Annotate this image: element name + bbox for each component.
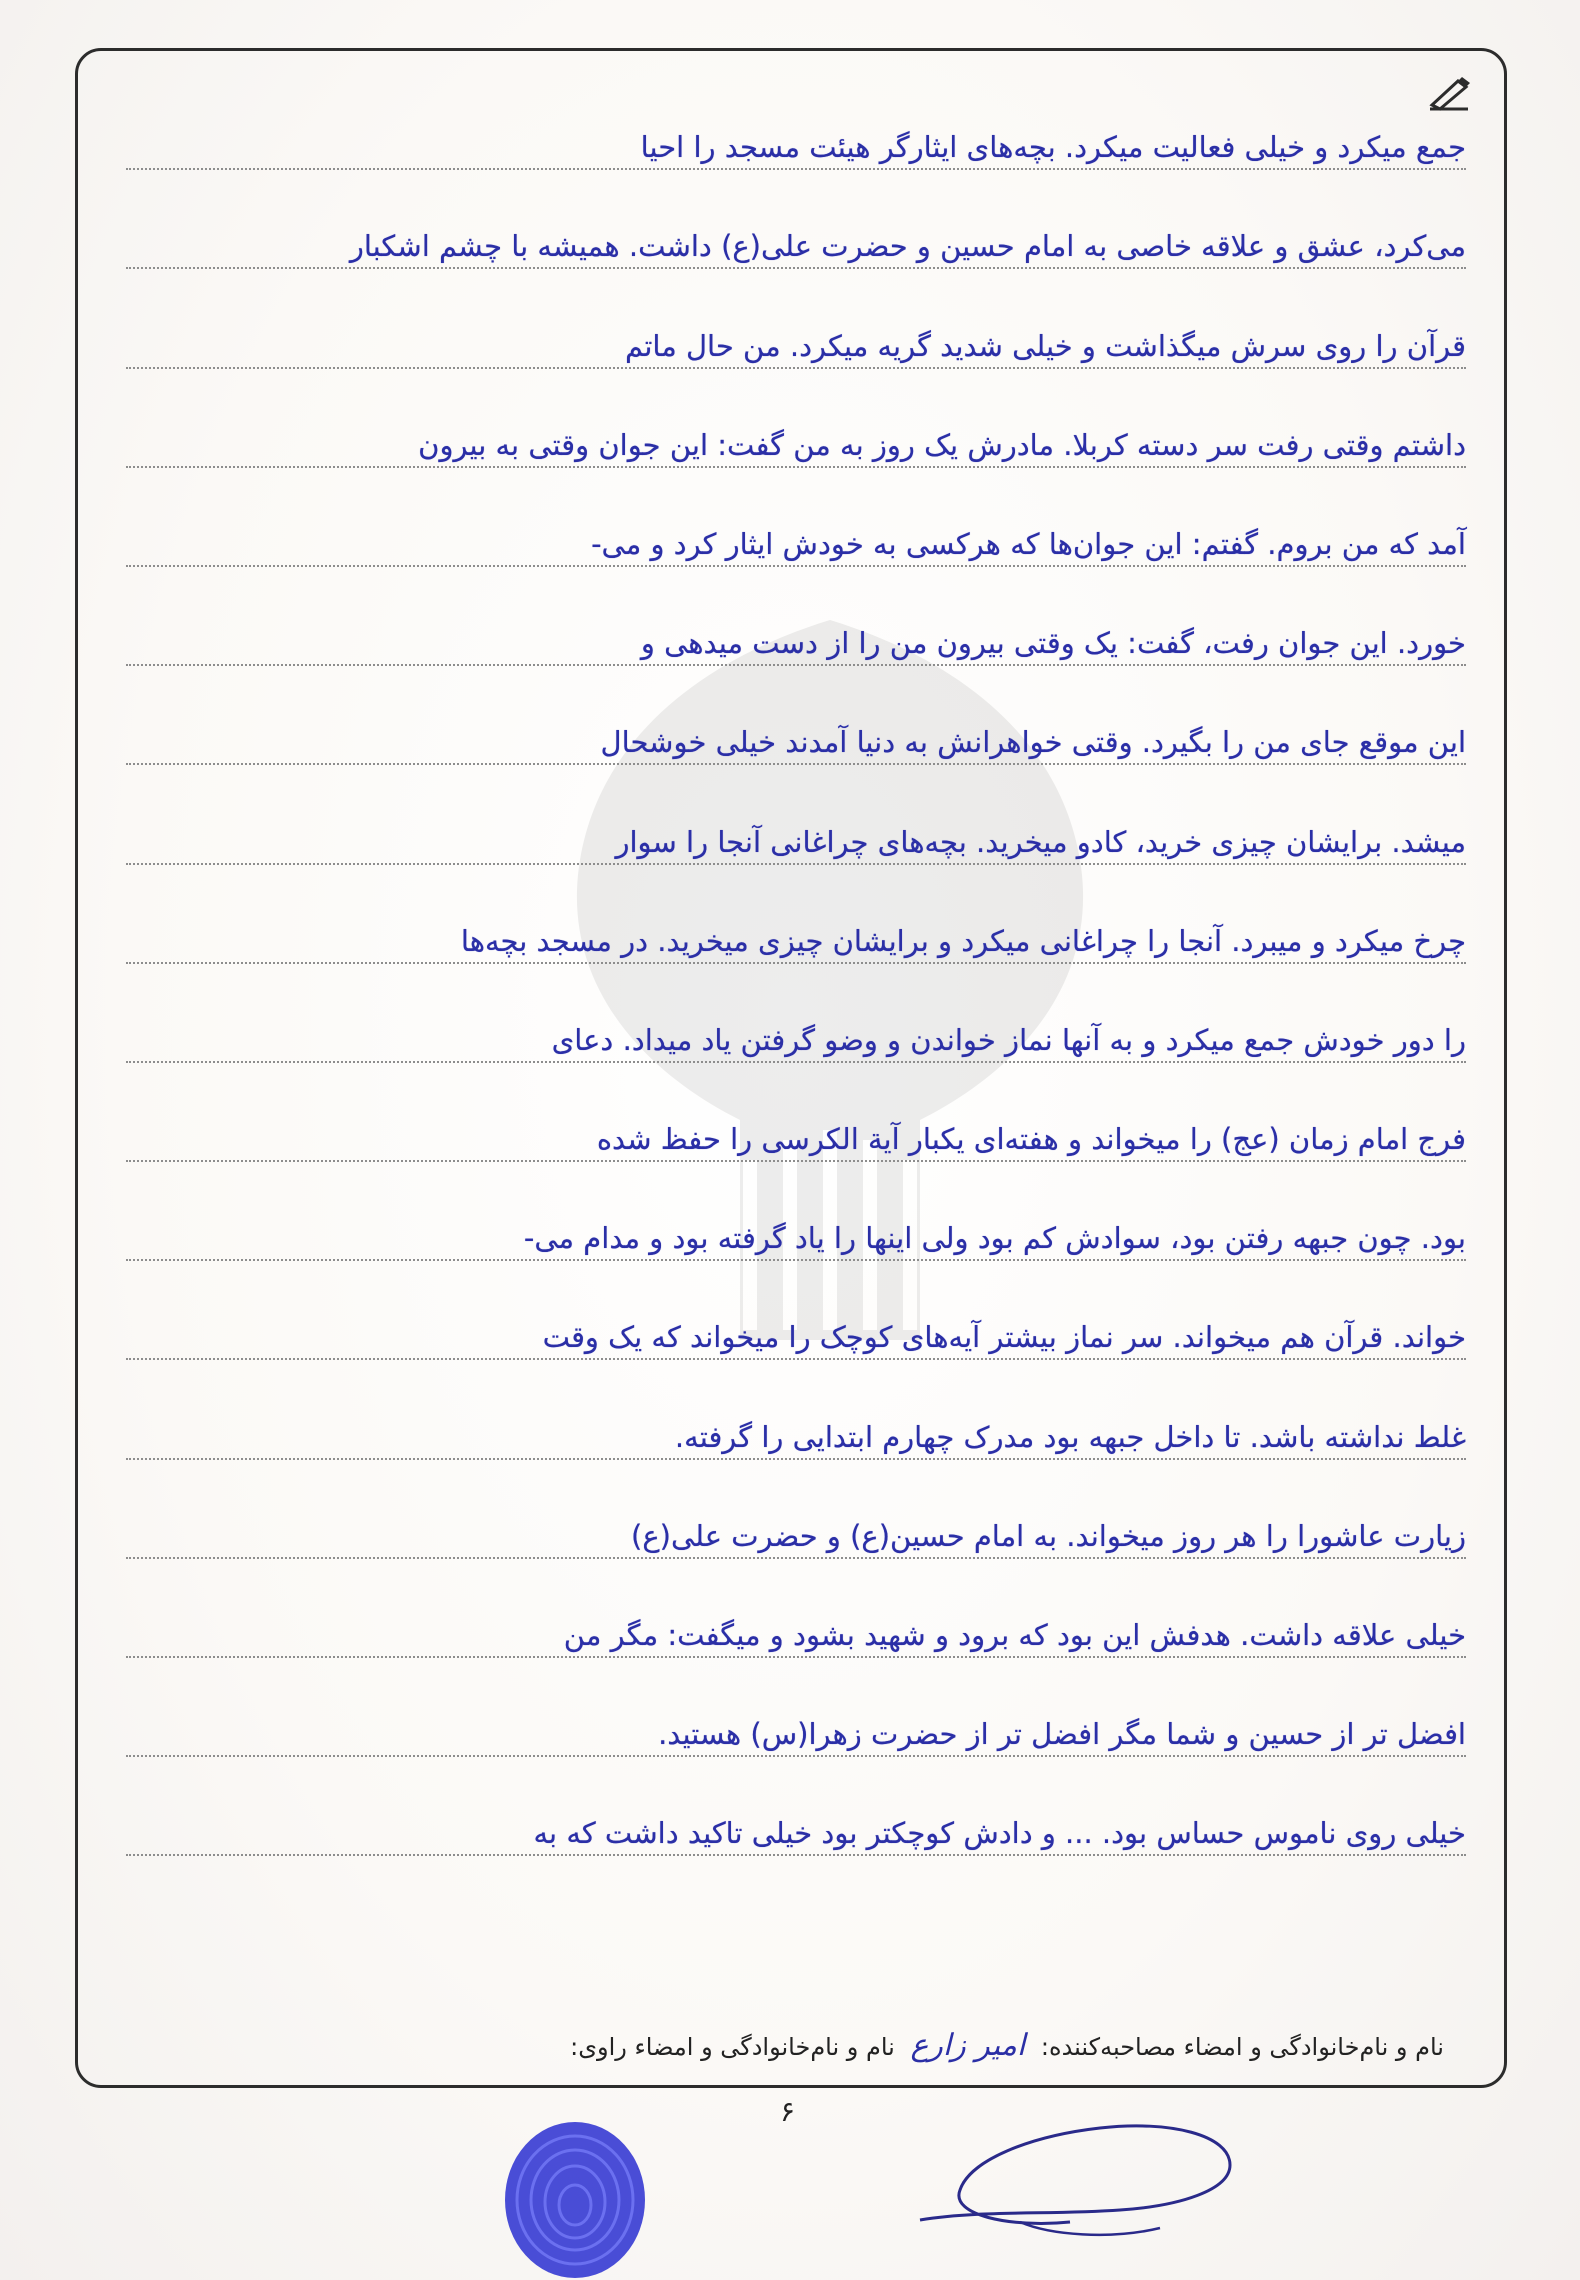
text-line xyxy=(126,1376,1466,1475)
dotted-rule xyxy=(126,1854,1466,1856)
dotted-rule xyxy=(126,466,1466,468)
text-line xyxy=(126,1575,1466,1674)
dotted-rule xyxy=(126,367,1466,369)
handwritten-text: می‌کرد، عشق و علاقه خاصی به امام حسین و حضرت علی(ع) داشت. همیشه با چشم اشکبار xyxy=(349,229,1466,264)
handwritten-lines xyxy=(126,87,1466,1872)
text-line xyxy=(126,186,1466,285)
handwritten-text: داشتم وقتی رفت سر دسته کربلا. مادرش یک روز به من گفت: این جوان وقتی به بیرون xyxy=(418,427,1466,462)
text-line xyxy=(126,1277,1466,1376)
handwritten-text: را دور خودش جمع میکرد و به آنها نماز خواندن و وضو گرفتن یاد میداد. دعای xyxy=(551,1022,1466,1057)
handwritten-text: خیلی روی ناموس حساس بود. ... و دادش کوچکتر بود خیلی تاکید داشت که به xyxy=(533,1816,1466,1851)
text-line xyxy=(126,285,1466,384)
handwritten-text: زیارت عاشورا را هر روز میخواند. به امام حسین(ع) و حضرت علی(ع) xyxy=(631,1518,1466,1553)
narrator-label: نام و نام‌خانوادگی و امضاء راوی: xyxy=(570,2033,895,2061)
interviewer-label: نام و نام‌خانوادگی و امضاء مصاحبه‌کننده: xyxy=(1040,2033,1444,2061)
handwritten-text: خیلی علاقه داشت. هدفش این بود که برود و شهید بشود و میگفت: مگر من xyxy=(563,1618,1466,1652)
text-line xyxy=(126,1079,1466,1178)
text-line xyxy=(126,682,1466,781)
handwritten-text: جمع میکرد و خیلی فعالیت میکرد. بچه‌های ایثارگر هیئت مسجد را احیا xyxy=(640,130,1466,165)
fingerprint-icon xyxy=(490,2110,660,2280)
dotted-rule xyxy=(126,763,1466,765)
text-line xyxy=(126,1476,1466,1575)
dotted-rule xyxy=(126,1458,1466,1460)
narrator-signature xyxy=(900,2110,1260,2260)
dotted-rule xyxy=(126,1160,1466,1162)
handwritten-text: میشد. برایشان چیزی خرید، کادو میخرید. بچه‌های چراغانی آنجا را سوار xyxy=(615,824,1466,859)
handwritten-text: چرخ میکرد و میبرد. آنجا را چراغانی میکرد و برایشان چیزی میخرید. در مسجد بچه‌ها xyxy=(460,923,1466,958)
dotted-rule xyxy=(126,1358,1466,1360)
dotted-rule xyxy=(126,1259,1466,1261)
dotted-rule xyxy=(126,1061,1466,1063)
dotted-rule xyxy=(126,565,1466,567)
handwritten-text: فرج امام زمان (عج) را میخواند و هفته‌ای یکبار آیة الکرسی را حفظ شده xyxy=(596,1122,1466,1157)
handwritten-text: بود. چون جبهه رفتن بود، سوادش کم بود ولی اینها را یاد گرفته بود و مدام می- xyxy=(523,1221,1466,1256)
page-number: ۶ xyxy=(780,2095,796,2128)
handwritten-text: افضل تر از حسین و شما مگر افضل تر از حضرت زهرا(س) هستید. xyxy=(658,1717,1466,1752)
content-frame xyxy=(75,48,1507,2088)
dotted-rule xyxy=(126,1755,1466,1757)
dotted-rule xyxy=(126,168,1466,170)
text-line xyxy=(126,1773,1466,1872)
handwritten-text: خواند. قرآن هم میخواند. سر نماز بیشتر آیه‌های کوچک را میخواند که یک وقت xyxy=(542,1320,1466,1355)
handwritten-text: قرآن را روی سرش میگذاشت و خیلی شدید گریه میکرد. من حال ماتم xyxy=(625,328,1466,363)
dotted-rule xyxy=(126,863,1466,865)
text-line xyxy=(126,1178,1466,1277)
dotted-rule xyxy=(126,1656,1466,1658)
dotted-rule xyxy=(126,267,1466,269)
text-line xyxy=(126,583,1466,682)
dotted-rule xyxy=(126,962,1466,964)
interviewer-signature: امیر زارع xyxy=(910,2028,1026,2063)
dotted-rule xyxy=(126,664,1466,666)
text-line xyxy=(126,1674,1466,1773)
text-line xyxy=(126,385,1466,484)
text-line xyxy=(126,87,1466,186)
handwritten-text: خورد. این جوان رفت، گفت: یک وقتی بیرون من را از دست میدهی و xyxy=(640,626,1466,661)
text-line xyxy=(126,484,1466,583)
dotted-rule xyxy=(126,1557,1466,1559)
handwritten-text: غلط نداشته باشد. تا داخل جبهه بود مدرک چهارم ابتدایی را گرفته. xyxy=(674,1419,1466,1454)
handwritten-text: آمد که من بروم. گفتم: این جوان‌ها که هرکسی به خودش ایثار کرد و ‌می- xyxy=(591,526,1466,561)
text-line xyxy=(126,881,1466,980)
signature-footer xyxy=(138,2028,1444,2063)
text-line xyxy=(126,781,1466,880)
handwritten-text: این موقع جای من را بگیرد. وقتی خواهرانش به دنیا آمدند خیلی خوشحال xyxy=(600,725,1466,760)
text-line xyxy=(126,980,1466,1079)
